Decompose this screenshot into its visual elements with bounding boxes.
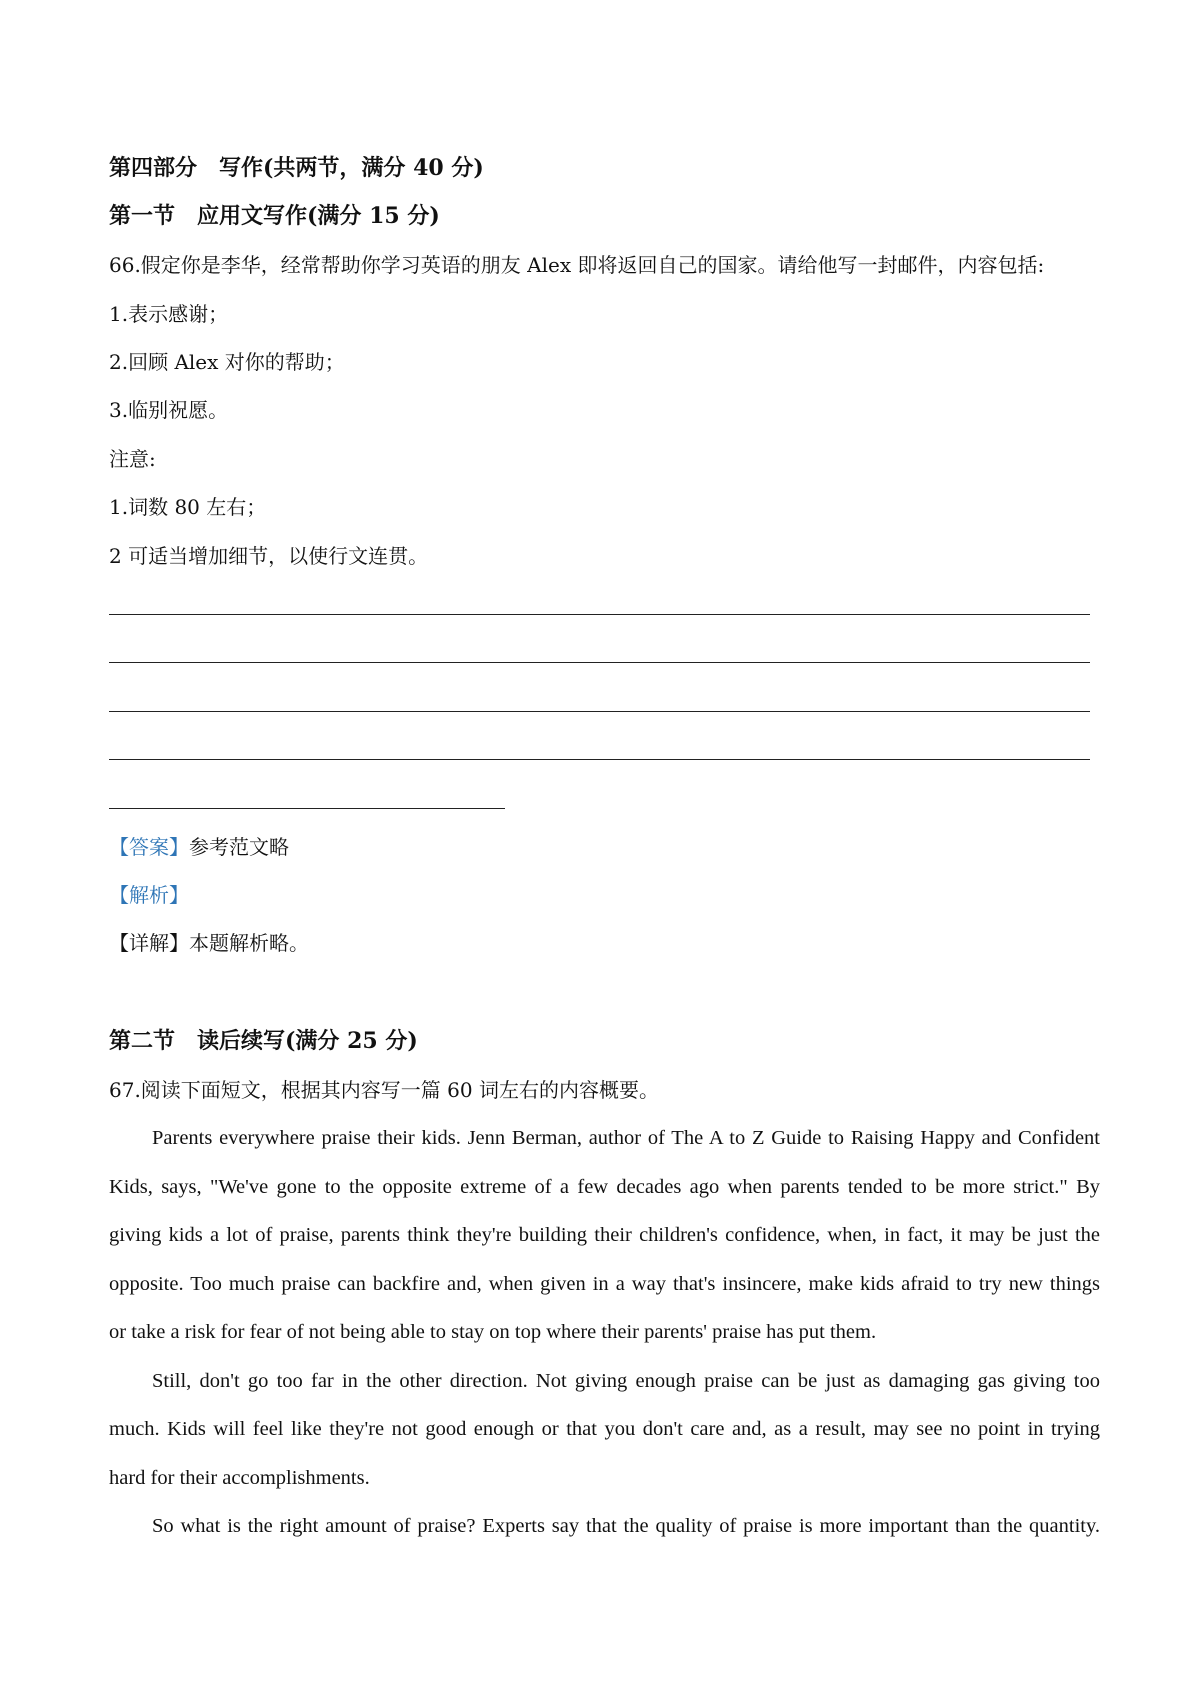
question-67: 67.阅读下面短文，根据其内容写一篇 60 词左右的内容概要。 — [109, 1078, 659, 1102]
detail-bracket: 【详解】 — [109, 931, 189, 955]
passage-line: Still, don't go too far in the other direction. Not giving enough praise can be just as damaging gas giving too — [152, 1370, 1100, 1392]
passage-line: Parents everywhere praise their kids. Jenn Berman, author of The A to Z Guide to Raising Happy and Confident — [152, 1127, 1100, 1149]
point-2: 2.回顾 Alex 对你的帮助； — [109, 350, 345, 374]
note-1: 1.词数 80 左右； — [109, 495, 267, 519]
note-2: 2 可适当增加细节，以使行文连贯。 — [109, 544, 429, 568]
point-1: 1.表示感谢； — [109, 302, 229, 326]
detail-line — [109, 930, 309, 956]
answer-blank-line[interactable] — [109, 808, 505, 809]
passage-line: much. Kids will feel like they're not good enough or that you don't care and, as a result, may see no point in trying — [109, 1418, 1100, 1440]
question-66: 66.假定你是李华，经常帮助你学习英语的朋友 Alex 即将返回自己的国家。请给他写一封邮件，内容包括: — [109, 253, 1045, 277]
part-title: 第四部分 写作(共两节，满分 40 分) — [109, 155, 484, 181]
notes-label: 注意: — [109, 447, 156, 471]
analysis-bracket: 【解析】 — [109, 883, 189, 907]
passage-line: hard for their accomplishments. — [109, 1467, 370, 1489]
answer-text: 参考范文略 — [189, 835, 289, 859]
answer-blank-line[interactable] — [109, 759, 1090, 760]
answer-line — [109, 834, 289, 860]
passage-line: giving kids a lot of praise, parents think they're building their children's confidence, when, in fact, it may be just the — [109, 1224, 1100, 1246]
passage-line: Kids, says, "We've gone to the opposite extreme of a few decades ago when parents tended to be more strict." By — [109, 1176, 1100, 1198]
answer-blank-line[interactable] — [109, 662, 1090, 663]
answer-blank-line[interactable] — [109, 614, 1090, 615]
passage-line: So what is the right amount of praise? Experts say that the quality of praise is more important than the quantity. — [152, 1515, 1100, 1537]
answer-bracket: 【答案】 — [109, 835, 189, 859]
passage-line: or take a risk for fear of not being able to stay on top where their parents' praise has put them. — [109, 1321, 877, 1343]
passage-line: opposite. Too much praise can backfire and, when given in a way that's insincere, make kids afraid to try new things — [109, 1273, 1100, 1295]
section2-title: 第二节 读后续写(满分 25 分) — [109, 1028, 418, 1054]
point-3: 3.临别祝愿。 — [109, 398, 229, 422]
detail-text: 本题解析略。 — [189, 931, 309, 955]
section1-title: 第一节 应用文写作(满分 15 分) — [109, 203, 440, 229]
answer-blank-line[interactable] — [109, 711, 1090, 712]
